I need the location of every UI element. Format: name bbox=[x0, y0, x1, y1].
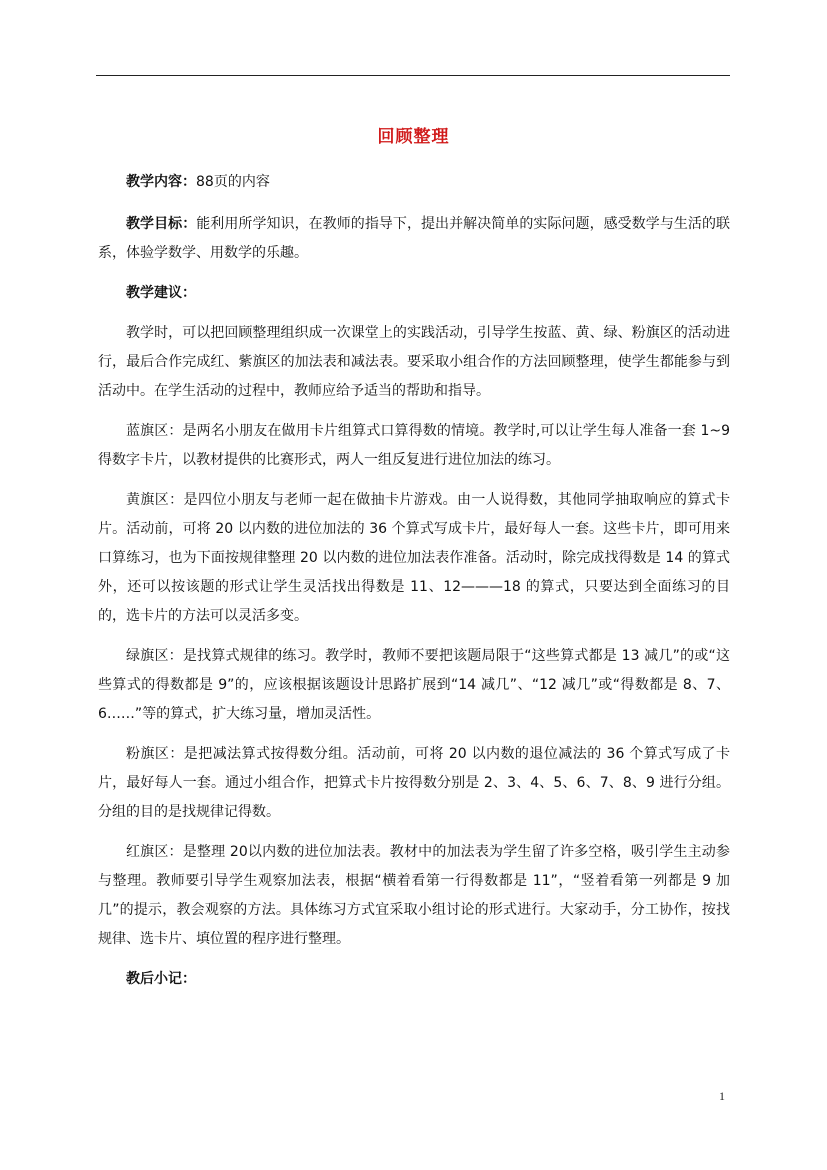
page-title: 回顾整理 bbox=[377, 127, 450, 147]
header-rule bbox=[96, 75, 730, 76]
paragraph-intro: 教学时，可以把回顾整理组织成一次课堂上的实践活动，引导学生按蓝、黄、绿、粉旗区的活动进行，最后合作完成红、紫旗区的加法表和减法表。要采取小组合作的方法回顾整理，使学生都能参与到活动中。在学生活动的过程中，教师应给予适当的帮助和指导。 bbox=[98, 325, 730, 399]
paragraph-red-flag: 红旗区：是整理 20以内数的进位加法表。教材中的加法表为学生留了许多空格，吸引学生主动参与整理。教师要引导学生观察加法表，根据“横着看第一行得数都是 11”，“竖着看第一列都是 9 加几”的提示，教会观察的方法。具体练习方式宜采取小组讨论的形式进行。大家动手，分工协作，按找规律、选卡片、填位置的程序进行整理。 bbox=[98, 844, 730, 947]
teaching-content-text: 88页的内容 bbox=[196, 174, 270, 190]
document-body bbox=[98, 168, 730, 1005]
teaching-content-label: 教学内容： bbox=[126, 174, 196, 190]
teaching-goal-text: 能利用所学知识，在教师的指导下，提出并解决简单的实际问题，感受数学与生活的联系，体验学数学、用数学的乐趣。 bbox=[98, 216, 731, 261]
paragraph-green-flag: 绿旗区：是找算式规律的练习。教学时，教师不要把该题局限于“这些算式都是 13 减几”的或“这些算式的得数都是 9”的，应该根据该题设计思路扩展到“14 减几”、“12 减几”或“得数都是 8、7、6……”等的算式，扩大练习量，增加灵活性。 bbox=[98, 648, 730, 722]
page-number: 1 bbox=[719, 1089, 725, 1103]
teaching-content bbox=[98, 168, 730, 197]
post-lesson-notes-heading: 教后小记： bbox=[126, 971, 196, 987]
teaching-suggestion-heading: 教学建议： bbox=[126, 285, 196, 301]
paragraph-yellow-flag: 黄旗区：是四位小朋友与老师一起在做抽卡片游戏。由一人说得数，其他同学抽取响应的算式卡片。活动前，可将 20 以内数的进位加法的 36 个算式写成卡片，最好每人一套。这些卡片，即可用来口算练习，也为下面按规律整理 20 以内数的进位加法表作准备。活动时，除完成找得数是 14 的算式外，还可以按该题的形式让学生灵活找出得数是 11、12———18 的算式，只要达到全面练习的目的，选卡片的方法可以灵活多变。 bbox=[98, 492, 730, 624]
paragraph-pink-flag: 粉旗区：是把减法算式按得数分组。活动前，可将 20 以内数的退位减法的 36 个算式写成了卡片，最好每人一套。通过小组合作，把算式卡片按得数分别是 2、3、4、5、6、7、8、9 进行分组。分组的目的是找规律记得数。 bbox=[98, 746, 730, 820]
teaching-goal-label: 教学目标： bbox=[126, 216, 197, 232]
teaching-goal bbox=[98, 210, 730, 268]
paragraph-blue-flag: 蓝旗区：是两名小朋友在做用卡片组算式口算得数的情境。教学时,可以让学生每人准备一套 1~9 得数字卡片，以教材提供的比赛形式，两人一组反复进行进位加法的练习。 bbox=[98, 423, 730, 468]
